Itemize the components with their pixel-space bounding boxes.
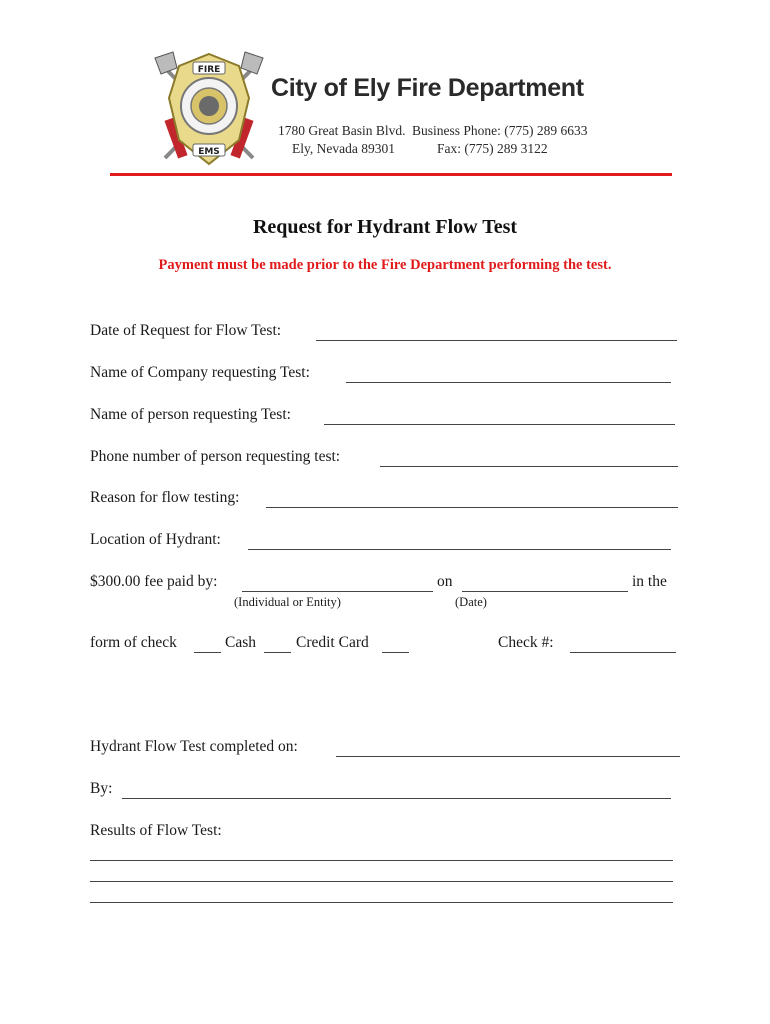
completed-on-field[interactable] [336,756,680,757]
credit-card-label: Credit Card [296,634,369,651]
fire-department-badge-icon [153,48,265,172]
reason-field[interactable] [266,507,678,508]
completed-on-label: Hydrant Flow Test completed on: [90,738,298,755]
cash-label: Cash [225,634,256,651]
badge-text-fire: FIRE [197,65,221,75]
business-phone: Business Phone: (775) 289 6633 [412,123,588,138]
badge-text-ems: EMS [198,147,220,157]
fee-payer-hint: (Individual or Entity) [234,595,341,609]
fee-in-the-label: in the [632,573,667,590]
company-name-field[interactable] [346,382,671,383]
form-title: Request for Hydrant Flow Test [252,216,518,238]
address-line-2: Ely, Nevada 89301 [292,141,395,156]
payment-notice: Payment must be made prior to the Fire Department performing the test. [158,257,612,273]
cash-option-blank[interactable] [264,652,291,653]
fee-paid-by-label: $300.00 fee paid by: [90,573,218,590]
by-field[interactable] [122,798,671,799]
fee-date-field[interactable] [462,591,628,592]
department-name: City of Ely Fire Department [271,74,584,102]
fax-number: Fax: (775) 289 3122 [437,141,548,156]
reason-label: Reason for flow testing: [90,489,240,506]
check-number-field[interactable] [570,652,676,653]
hydrant-location-field[interactable] [248,549,671,550]
company-name-label: Name of Company requesting Test: [90,364,310,381]
fee-date-hint: (Date) [455,595,487,609]
check-option-blank[interactable] [194,652,221,653]
credit-card-option-blank[interactable] [382,652,409,653]
fire-badge-logo [153,48,265,172]
address-line-1: 1780 Great Basin Blvd. [278,123,406,138]
results-line-2[interactable] [90,881,673,882]
results-line-1[interactable] [90,860,673,861]
results-label: Results of Flow Test: [90,822,222,839]
fee-on-label: on [437,573,453,590]
fee-payer-field[interactable] [242,591,433,592]
form-of-check-label: form of check [90,634,177,651]
date-of-request-field[interactable] [316,340,677,341]
check-number-label: Check #: [498,634,554,651]
person-name-label: Name of person requesting Test: [90,406,291,423]
phone-number-label: Phone number of person requesting test: [90,448,341,465]
results-line-3[interactable] [90,902,673,903]
phone-number-field[interactable] [380,466,678,467]
date-of-request-label: Date of Request for Flow Test: [90,322,282,339]
by-label: By: [90,780,113,797]
hydrant-location-label: Location of Hydrant: [90,531,221,548]
header-divider [110,173,672,176]
person-name-field[interactable] [324,424,675,425]
